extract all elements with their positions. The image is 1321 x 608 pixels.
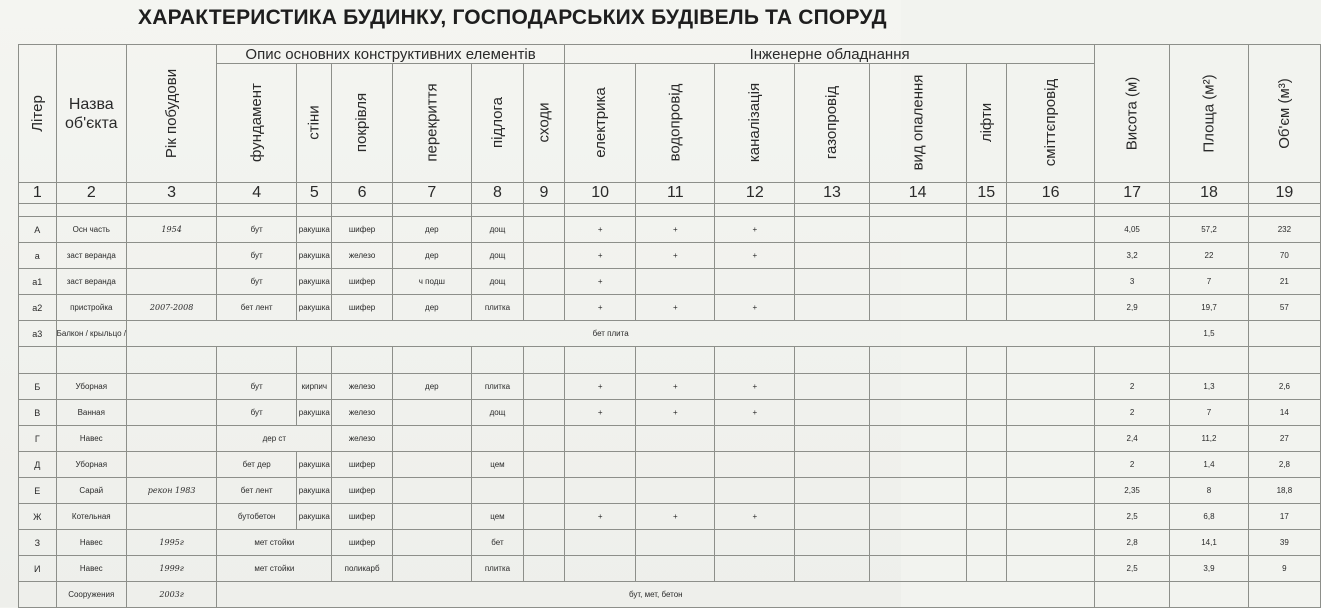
cell-electric: +	[564, 243, 636, 269]
col-floor-header: підлога	[471, 64, 523, 183]
cell-heating	[869, 530, 966, 556]
cell-electric: +	[564, 217, 636, 243]
cell-roof: железо	[332, 400, 392, 426]
cell-ceiling: дер	[392, 217, 471, 243]
col-heating-header: вид опалення	[869, 64, 966, 183]
cell-electric: +	[564, 269, 636, 295]
col-roof-header: покрівля	[332, 64, 392, 183]
cell-ceiling	[392, 478, 471, 504]
cell-lifts	[966, 504, 1006, 530]
table-row	[19, 452, 1321, 478]
cell-roof: шифер	[332, 217, 392, 243]
cell-walls: кирпич	[297, 374, 332, 400]
cell-foundation: бут	[217, 269, 297, 295]
cell-volume: 232	[1249, 217, 1321, 243]
cell-stairs	[523, 400, 564, 426]
cell-year	[126, 400, 216, 426]
cell-electric: +	[564, 504, 636, 530]
cell-area: 1,5	[1169, 321, 1248, 347]
cell-volume: 21	[1249, 269, 1321, 295]
blank-row	[19, 204, 1321, 217]
cell-gas	[795, 426, 869, 452]
col-water-header: водопровід	[636, 64, 715, 183]
cell-water: +	[636, 504, 715, 530]
column-number-row	[19, 183, 1321, 204]
cell-electric	[564, 426, 636, 452]
cell-ceiling: дер	[392, 295, 471, 321]
cell-liter: а3	[19, 321, 57, 347]
col-sewage-header: каналізація	[715, 64, 795, 183]
cell-sewage: +	[715, 504, 795, 530]
cell-height: 2,35	[1095, 478, 1170, 504]
column-number: 13	[795, 183, 869, 204]
cell-garbage	[1006, 243, 1094, 269]
cell-electric: +	[564, 400, 636, 426]
col-gas-header: газопровід	[795, 64, 869, 183]
cell-roof: шифер	[332, 452, 392, 478]
cell-roof: железо	[332, 426, 392, 452]
cell-floor: плитка	[471, 556, 523, 582]
cell-year	[126, 374, 216, 400]
cell-water: +	[636, 243, 715, 269]
cell-garbage	[1006, 269, 1094, 295]
cell-year	[126, 243, 216, 269]
table-row	[19, 269, 1321, 295]
cell-year: 1954	[126, 217, 216, 243]
cell-ceiling	[392, 426, 471, 452]
cell-foundation: бет лент	[217, 478, 297, 504]
cell-name: Навес	[56, 556, 126, 582]
cell-heating	[869, 269, 966, 295]
cell-garbage	[1006, 426, 1094, 452]
column-number: 16	[1006, 183, 1094, 204]
cell-gas	[795, 243, 869, 269]
cell-liter: Б	[19, 374, 57, 400]
column-number: 5	[297, 183, 332, 204]
cell-sewage	[715, 478, 795, 504]
document-title: ХАРАКТЕРИСТИКА БУДИНКУ, ГОСПОДАРСЬКИХ БУДІВЕЛЬ ТА СПОРУД	[138, 6, 887, 29]
cell-stairs	[523, 556, 564, 582]
table-row	[19, 243, 1321, 269]
cell-stairs	[523, 295, 564, 321]
cell-ceiling: ч подш	[392, 269, 471, 295]
cell-garbage	[1006, 530, 1094, 556]
cell-area: 7	[1169, 400, 1248, 426]
col-volume-header: Об'єм (м³)	[1249, 45, 1321, 183]
cell-walls: ракушка	[297, 452, 332, 478]
cell-water	[636, 426, 715, 452]
cell-name: Сарай	[56, 478, 126, 504]
cell-area: 3,9	[1169, 556, 1248, 582]
cell-area: 7	[1169, 269, 1248, 295]
cell-foundation: бутобетон	[217, 504, 297, 530]
column-number: 15	[966, 183, 1006, 204]
cell-name: Балкон / крыльцо /	[56, 321, 126, 347]
cell-floor: дощ	[471, 400, 523, 426]
cell-walls: ракушка	[297, 217, 332, 243]
cell-lifts	[966, 556, 1006, 582]
cell-height: 2,4	[1095, 426, 1170, 452]
cell-walls: ракушка	[297, 504, 332, 530]
cell-sewage: +	[715, 400, 795, 426]
column-number: 10	[564, 183, 636, 204]
table-row	[19, 374, 1321, 400]
cell-electric: +	[564, 374, 636, 400]
cell-liter: Е	[19, 478, 57, 504]
cell-year: 1995г	[126, 530, 216, 556]
cell-stairs	[523, 504, 564, 530]
cell-foundation: бет дер	[217, 452, 297, 478]
cell-floor: плитка	[471, 374, 523, 400]
table-row	[19, 295, 1321, 321]
cell-lifts	[966, 478, 1006, 504]
cell-heating	[869, 295, 966, 321]
cell-floor: цем	[471, 452, 523, 478]
cell-floor: дощ	[471, 243, 523, 269]
cell-foundation-walls: мет стойки	[217, 530, 332, 556]
cell-area: 8	[1169, 478, 1248, 504]
column-number: 4	[217, 183, 297, 204]
cell-floor: дощ	[471, 217, 523, 243]
cell-walls: ракушка	[297, 478, 332, 504]
column-number: 18	[1169, 183, 1248, 204]
cell-ceiling: дер	[392, 374, 471, 400]
cell-year	[126, 269, 216, 295]
cell-roof: шифер	[332, 269, 392, 295]
cell-water: +	[636, 374, 715, 400]
cell-lifts	[966, 243, 1006, 269]
cell-stairs	[523, 452, 564, 478]
cell-gas	[795, 556, 869, 582]
cell-year: рекон 1983	[126, 478, 216, 504]
cell-heating	[869, 478, 966, 504]
column-number: 11	[636, 183, 715, 204]
col-garbage-header: сміттєпровід	[1006, 64, 1094, 183]
col-stairs-header: сходи	[523, 64, 564, 183]
cell-garbage	[1006, 400, 1094, 426]
cell-name: Котельная	[56, 504, 126, 530]
cell-walls: ракушка	[297, 400, 332, 426]
cell-water: +	[636, 400, 715, 426]
cell-stairs	[523, 530, 564, 556]
cell-lifts	[966, 452, 1006, 478]
cell-volume: 2,8	[1249, 452, 1321, 478]
cell-volume: 18,8	[1249, 478, 1321, 504]
cell-spanning-material: бут, мет, бетон	[217, 582, 1095, 608]
cell-gas	[795, 217, 869, 243]
cell-volume	[1249, 321, 1321, 347]
cell-area: 57,2	[1169, 217, 1248, 243]
cell-garbage	[1006, 556, 1094, 582]
cell-area: 11,2	[1169, 426, 1248, 452]
cell-garbage	[1006, 478, 1094, 504]
cell-heating	[869, 217, 966, 243]
cell-volume: 9	[1249, 556, 1321, 582]
cell-water: +	[636, 217, 715, 243]
cell-sewage	[715, 530, 795, 556]
cell-height	[1095, 582, 1170, 608]
cell-stairs	[523, 217, 564, 243]
cell-walls: ракушка	[297, 295, 332, 321]
cell-volume: 57	[1249, 295, 1321, 321]
col-walls-header: стіни	[297, 64, 332, 183]
cell-liter: И	[19, 556, 57, 582]
cell-year: 2003г	[126, 582, 216, 608]
cell-floor	[471, 426, 523, 452]
cell-garbage	[1006, 374, 1094, 400]
cell-sewage: +	[715, 243, 795, 269]
column-number: 3	[126, 183, 216, 204]
cell-height	[1095, 321, 1170, 347]
cell-gas	[795, 269, 869, 295]
cell-electric: +	[564, 295, 636, 321]
cell-electric	[564, 556, 636, 582]
cell-area: 14,1	[1169, 530, 1248, 556]
cell-name: Уборная	[56, 374, 126, 400]
cell-name: заст веранда	[56, 269, 126, 295]
cell-floor: цем	[471, 504, 523, 530]
cell-ceiling	[392, 400, 471, 426]
col-height-header: Висота (м)	[1095, 45, 1170, 183]
cell-volume: 17	[1249, 504, 1321, 530]
cell-foundation: бет лент	[217, 295, 297, 321]
cell-heating	[869, 374, 966, 400]
col-liter-header: Літер	[19, 45, 57, 183]
cell-floor: бет	[471, 530, 523, 556]
cell-electric	[564, 452, 636, 478]
column-number: 8	[471, 183, 523, 204]
header-group-row	[19, 45, 1321, 64]
cell-liter: А	[19, 217, 57, 243]
cell-floor: дощ	[471, 269, 523, 295]
cell-height: 2	[1095, 400, 1170, 426]
cell-name: пристройка	[56, 295, 126, 321]
cell-volume	[1249, 582, 1321, 608]
table-row	[19, 217, 1321, 243]
col-area-header: Площа (м²)	[1169, 45, 1248, 183]
cell-spanning-material: бет плита	[126, 321, 1094, 347]
cell-year: 2007-2008	[126, 295, 216, 321]
col-foundation-header: фундамент	[217, 64, 297, 183]
cell-height: 4,05	[1095, 217, 1170, 243]
cell-year	[126, 426, 216, 452]
cell-name: Сооружения	[56, 582, 126, 608]
cell-lifts	[966, 426, 1006, 452]
table-row	[19, 478, 1321, 504]
cell-gas	[795, 530, 869, 556]
cell-electric	[564, 478, 636, 504]
cell-floor: плитка	[471, 295, 523, 321]
cell-sewage: +	[715, 295, 795, 321]
cell-volume: 39	[1249, 530, 1321, 556]
cell-sewage	[715, 556, 795, 582]
cell-walls: ракушка	[297, 269, 332, 295]
cell-garbage	[1006, 295, 1094, 321]
cell-liter	[19, 582, 57, 608]
cell-heating	[869, 556, 966, 582]
cell-heating	[869, 243, 966, 269]
cell-lifts	[966, 269, 1006, 295]
column-number: 2	[56, 183, 126, 204]
cell-height: 3,2	[1095, 243, 1170, 269]
cell-roof: поликарб	[332, 556, 392, 582]
cell-area	[1169, 582, 1248, 608]
col-ceiling-header: перекриття	[392, 64, 471, 183]
col-year-header: Рік побудови	[126, 45, 216, 183]
cell-lifts	[966, 217, 1006, 243]
cell-water	[636, 269, 715, 295]
cell-water	[636, 530, 715, 556]
cell-height: 2,5	[1095, 504, 1170, 530]
cell-roof: железо	[332, 243, 392, 269]
cell-height: 2	[1095, 452, 1170, 478]
cell-height: 3	[1095, 269, 1170, 295]
cell-stairs	[523, 269, 564, 295]
cell-area: 19,7	[1169, 295, 1248, 321]
cell-year: 1999г	[126, 556, 216, 582]
cell-gas	[795, 504, 869, 530]
cell-foundation-walls: мет стойки	[217, 556, 332, 582]
cell-liter: З	[19, 530, 57, 556]
cell-height: 2,8	[1095, 530, 1170, 556]
cell-sewage: +	[715, 374, 795, 400]
group-engineering-header: Інженерне обладнання	[564, 45, 1094, 64]
cell-height: 2,5	[1095, 556, 1170, 582]
cell-area: 6,8	[1169, 504, 1248, 530]
cell-electric	[564, 530, 636, 556]
cell-heating	[869, 426, 966, 452]
cell-liter: Ж	[19, 504, 57, 530]
cell-gas	[795, 452, 869, 478]
cell-sewage	[715, 426, 795, 452]
cell-liter: а1	[19, 269, 57, 295]
cell-garbage	[1006, 504, 1094, 530]
cell-foundation-walls: дер ст	[217, 426, 332, 452]
col-name-header: Назва об'єкта	[56, 45, 126, 183]
cell-water: +	[636, 295, 715, 321]
cell-sewage: +	[715, 217, 795, 243]
cell-name: Ванная	[56, 400, 126, 426]
cell-gas	[795, 478, 869, 504]
cell-heating	[869, 400, 966, 426]
cell-lifts	[966, 530, 1006, 556]
cell-name: заст веранда	[56, 243, 126, 269]
cell-gas	[795, 400, 869, 426]
col-lifts-header: ліфти	[966, 64, 1006, 183]
cell-ceiling	[392, 556, 471, 582]
cell-heating	[869, 452, 966, 478]
table-row	[19, 426, 1321, 452]
characteristics-table	[18, 44, 1321, 608]
cell-name: Навес	[56, 530, 126, 556]
cell-roof: шифер	[332, 478, 392, 504]
cell-foundation: бут	[217, 374, 297, 400]
cell-foundation: бут	[217, 217, 297, 243]
table-row	[19, 556, 1321, 582]
cell-water	[636, 478, 715, 504]
table-row	[19, 530, 1321, 556]
cell-garbage	[1006, 452, 1094, 478]
group-structure-header: Опис основних конструктивних елементів	[217, 45, 565, 64]
cell-sewage	[715, 269, 795, 295]
cell-volume: 2,6	[1249, 374, 1321, 400]
cell-liter: а2	[19, 295, 57, 321]
cell-ceiling	[392, 504, 471, 530]
cell-area: 22	[1169, 243, 1248, 269]
cell-stairs	[523, 478, 564, 504]
cell-lifts	[966, 400, 1006, 426]
cell-name: Осн часть	[56, 217, 126, 243]
cell-volume: 27	[1249, 426, 1321, 452]
cell-liter: а	[19, 243, 57, 269]
cell-liter: Д	[19, 452, 57, 478]
table-row	[19, 504, 1321, 530]
cell-water	[636, 556, 715, 582]
cell-volume: 70	[1249, 243, 1321, 269]
cell-garbage	[1006, 217, 1094, 243]
cell-height: 2,9	[1095, 295, 1170, 321]
column-number: 12	[715, 183, 795, 204]
cell-ceiling: дер	[392, 243, 471, 269]
cell-volume: 14	[1249, 400, 1321, 426]
cell-foundation: бут	[217, 400, 297, 426]
cell-name: Навес	[56, 426, 126, 452]
column-number: 1	[19, 183, 57, 204]
cell-height: 2	[1095, 374, 1170, 400]
column-number: 7	[392, 183, 471, 204]
cell-ceiling	[392, 452, 471, 478]
table-row	[19, 321, 1321, 347]
cell-liter: Г	[19, 426, 57, 452]
cell-stairs	[523, 426, 564, 452]
cell-year	[126, 452, 216, 478]
cell-year	[126, 504, 216, 530]
cell-name: Уборная	[56, 452, 126, 478]
cell-area: 1,4	[1169, 452, 1248, 478]
cell-heating	[869, 504, 966, 530]
column-number: 14	[869, 183, 966, 204]
cell-liter: В	[19, 400, 57, 426]
cell-ceiling	[392, 530, 471, 556]
column-number: 17	[1095, 183, 1170, 204]
cell-stairs	[523, 374, 564, 400]
cell-roof: железо	[332, 374, 392, 400]
column-number: 9	[523, 183, 564, 204]
col-electric-header: електрика	[564, 64, 636, 183]
column-number: 6	[332, 183, 392, 204]
table-row	[19, 582, 1321, 608]
cell-lifts	[966, 295, 1006, 321]
blank-row	[19, 347, 1321, 374]
cell-area: 1,3	[1169, 374, 1248, 400]
cell-stairs	[523, 243, 564, 269]
cell-roof: шифер	[332, 530, 392, 556]
cell-roof: шифер	[332, 295, 392, 321]
cell-roof: шифер	[332, 504, 392, 530]
cell-lifts	[966, 374, 1006, 400]
table-row	[19, 400, 1321, 426]
cell-foundation: бут	[217, 243, 297, 269]
cell-floor	[471, 478, 523, 504]
column-number: 19	[1249, 183, 1321, 204]
cell-water	[636, 452, 715, 478]
cell-gas	[795, 295, 869, 321]
cell-gas	[795, 374, 869, 400]
cell-walls: ракушка	[297, 243, 332, 269]
cell-sewage	[715, 452, 795, 478]
